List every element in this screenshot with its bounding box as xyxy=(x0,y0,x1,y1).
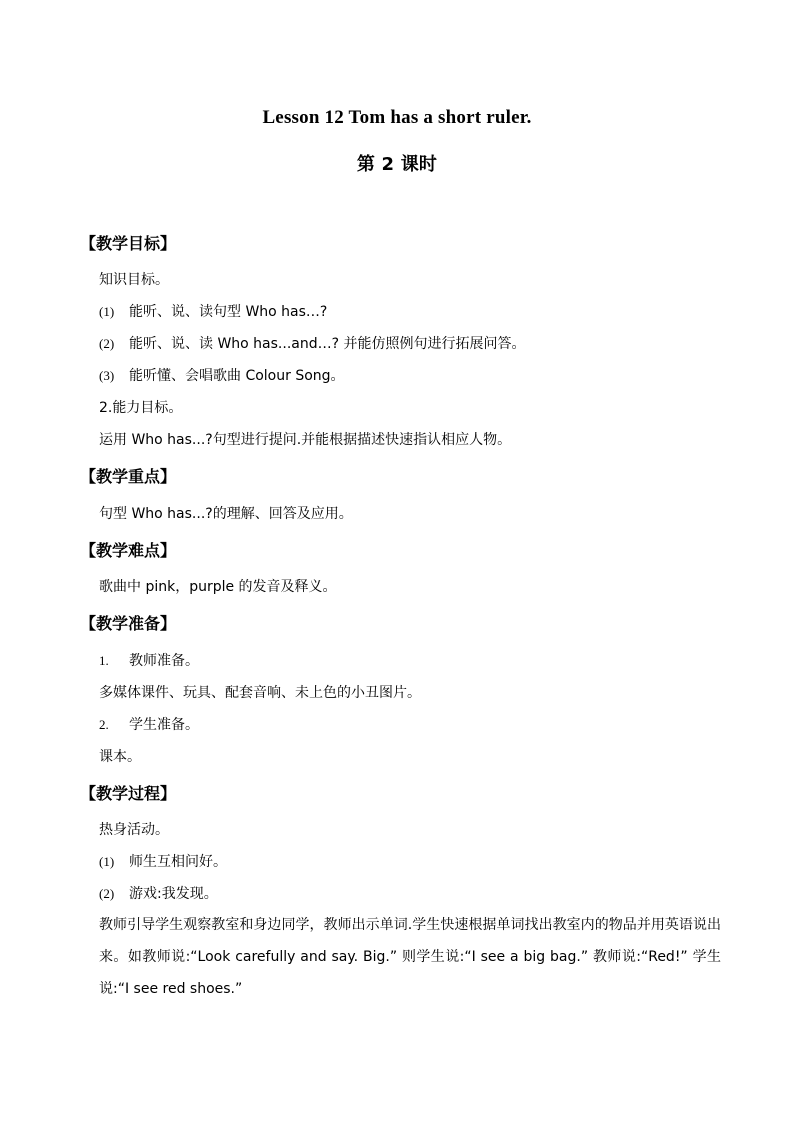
objective-item-text: 能听懂、会唱歌曲 Colour Song。 xyxy=(129,368,345,384)
teacher-preparation-label xyxy=(99,651,199,671)
student-preparation-label xyxy=(99,715,199,735)
key-points-text: 句型 Who has...?的理解、回答及应用。 xyxy=(99,506,353,522)
lesson-subtitle: 第 2 课时 xyxy=(356,154,438,175)
objective-item xyxy=(99,302,327,322)
teacher-preparation-number: 1. xyxy=(99,653,109,668)
process-item-number: (1) xyxy=(99,854,115,869)
student-preparation-label-text: 学生准备。 xyxy=(129,717,199,733)
ability-objective-text: 运用 Who has...?句型进行提问.并能根据描述快速指认相应人物。 xyxy=(99,432,512,448)
objective-item xyxy=(99,334,526,354)
key-points-heading: 【教学重点】 xyxy=(80,467,177,486)
ability-objective-label: 2.能力目标。 xyxy=(99,400,183,416)
process-item-text: 游戏:我发现。 xyxy=(129,886,218,902)
process-item xyxy=(99,852,227,872)
objective-item-text: 能听、说、读 Who has...and…? 并能仿照例句进行拓展问答。 xyxy=(129,336,526,352)
process-item-text: 师生互相问好。 xyxy=(129,854,227,870)
process-paragraph: 教师引导学生观察教室和身边同学，教师出示单词.学生快速根据单词找出教室内的物品并用英语说出来。如教师说:“Look carefully and say. Big.” 则学生说:“I see a big bag.” 教师说:“Red!” 学生说:“I see red shoes.” xyxy=(99,917,721,997)
student-preparation-number: 2. xyxy=(99,717,109,732)
objective-item-number: (2) xyxy=(99,336,115,351)
difficulties-text: 歌曲中 pink，purple 的发音及释义。 xyxy=(99,579,337,595)
student-preparation-text: 课本。 xyxy=(99,749,141,765)
lesson-title: Lesson 12 Tom has a short ruler. xyxy=(262,107,532,128)
objective-item-number: (1) xyxy=(99,304,115,319)
teacher-preparation-label-text: 教师准备。 xyxy=(129,653,199,669)
difficulties-heading: 【教学难点】 xyxy=(80,541,177,560)
process-item-number: (2) xyxy=(99,886,115,901)
objective-item xyxy=(99,366,345,386)
objective-item-text: 能听、说、读句型 Who has…? xyxy=(129,304,328,320)
warmup-label: 热身活动。 xyxy=(99,822,169,838)
knowledge-objective-label: 知识目标。 xyxy=(99,272,169,288)
teacher-preparation-text: 多媒体课件、玩具、配套音响、未上色的小丑图片。 xyxy=(99,685,421,701)
process-heading: 【教学过程】 xyxy=(80,784,177,803)
process-item xyxy=(99,884,218,904)
objective-item-number: (3) xyxy=(99,368,115,383)
preparation-heading: 【教学准备】 xyxy=(80,614,177,633)
objectives-heading: 【教学目标】 xyxy=(80,234,177,253)
